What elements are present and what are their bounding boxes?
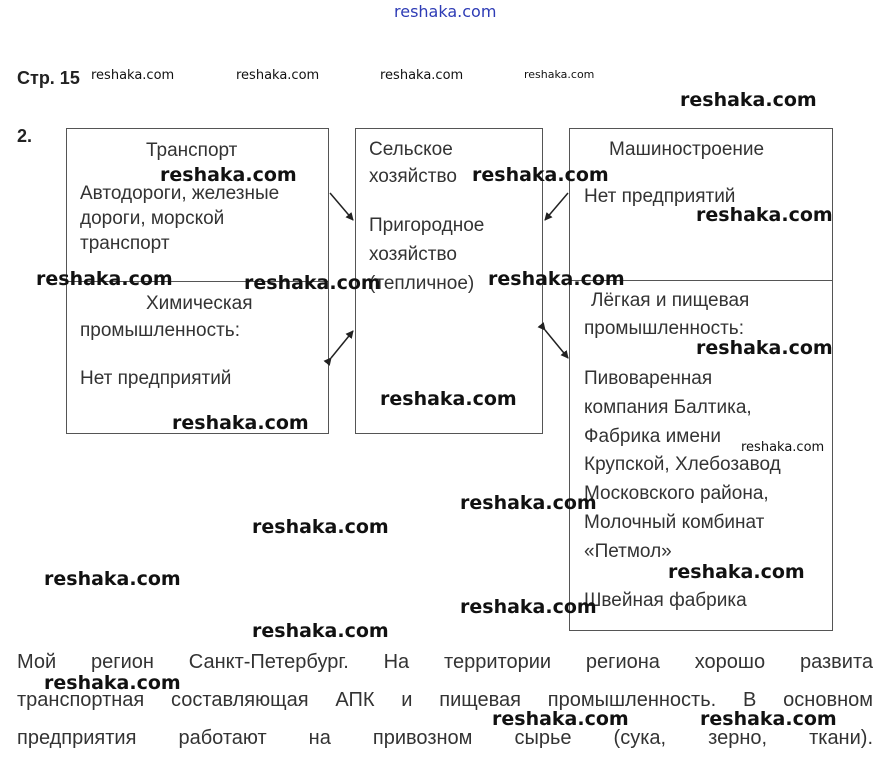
light-food-line: Фабрика имени [584,426,721,447]
watermark: reshaka.com [741,440,825,455]
light-food-line: Швейная фабрика [584,590,747,611]
watermark: reshaka.com [696,204,833,226]
machine-body: Нет предприятий [584,186,736,207]
light-food-line: компания Балтика, [584,397,752,418]
arrow-machine-to-agriculture [545,193,568,220]
watermark: reshaka.com [700,708,837,730]
watermark: reshaka.com [172,412,309,434]
transport-line: транспорт [80,233,170,254]
paragraph-line: транспортная составляющая АПК и пищевая промышленность. В основном [17,689,873,711]
transport-line: Автодороги, железные [80,183,280,204]
page-label: Стр. 15 [17,68,80,88]
light-food-line: Молочный комбинат [584,512,765,533]
watermark: reshaka.com [236,68,320,83]
paragraph-line: Мой регион Санкт-Петербург. На территории региона хорошо развита [17,651,873,673]
watermark-top: reshaka.com [394,2,497,21]
transport-title: Транспорт [146,140,238,161]
watermark: reshaka.com [460,596,597,618]
transport-line: дороги, морской [80,208,225,229]
watermark: reshaka.com [252,620,389,642]
light-food-line: Крупской, Хлебозавод [584,454,781,475]
watermark: reshaka.com [492,708,629,730]
watermark: reshaka.com [460,492,597,514]
light-food-title: Лёгкая и пищевая [591,290,750,311]
watermark: reshaka.com [524,68,595,81]
watermark: reshaka.com [36,268,173,290]
watermark: reshaka.com [472,164,609,186]
watermark: reshaka.com [488,268,625,290]
agriculture-title-2: хозяйство [369,166,457,187]
chemical-title: Химическая [146,293,253,314]
watermark: reshaka.com [680,89,817,111]
paragraph-line: предприятия работают на привозном сырье (сука, зерно, ткани). [17,727,873,749]
agriculture-line: хозяйство [369,244,457,265]
watermark: reshaka.com [160,164,297,186]
watermark: reshaka.com [244,272,381,294]
light-food-title-2: промышленность: [584,318,744,339]
watermark: reshaka.com [44,568,181,590]
chemical-body: Нет предприятий [80,368,232,389]
watermark: reshaka.com [380,388,517,410]
light-food-line: Московского района, [584,483,769,504]
agriculture-line: Пригородное [369,215,485,236]
arrow-transport-to-agriculture [330,193,353,220]
light-food-line: «Петмол» [584,541,672,562]
agriculture-title: Сельское [369,139,453,160]
chemical-title-2: промышленность: [80,320,240,341]
light-food-line: Пивоваренная [584,368,713,389]
agriculture-line: (тепличное) [369,273,475,294]
watermark: reshaka.com [380,68,464,83]
task-number: 2. [17,126,33,146]
machine-title: Машиностроение [609,139,765,160]
arrow-agriculture-chemical [331,331,353,358]
arrow-agriculture-lightfood [545,330,568,358]
watermark: reshaka.com [668,561,805,583]
watermark: reshaka.com [696,337,833,359]
watermark: reshaka.com [91,68,175,83]
watermark: reshaka.com [44,672,181,694]
watermark: reshaka.com [252,516,389,538]
